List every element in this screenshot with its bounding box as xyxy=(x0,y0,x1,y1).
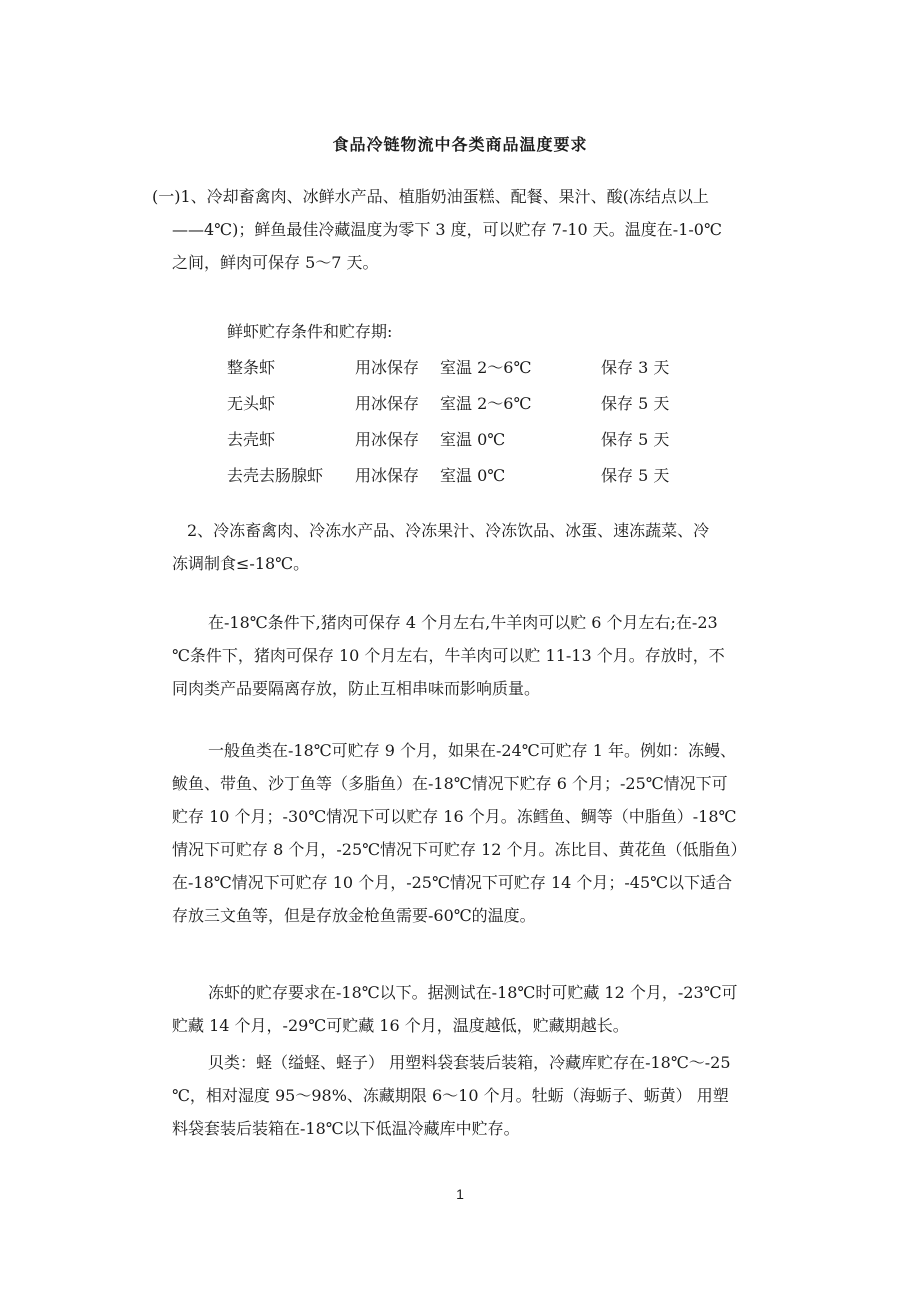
section-2 xyxy=(172,514,709,580)
shrimp-type: 去壳去肠腺虾 xyxy=(227,466,324,485)
shrimp-type: 去壳虾 xyxy=(227,430,276,449)
section-1-line: (一)1、冷却畜禽肉、冰鲜水产品、植脂奶油蛋糕、配餐、果汁、酸(冻结点以上 xyxy=(152,187,709,206)
paragraph-frozen-shrimp xyxy=(172,976,738,1042)
shrimp-storage-table xyxy=(227,314,670,494)
page-number: 1 xyxy=(456,1186,464,1202)
paragraph-shellfish xyxy=(172,1046,731,1145)
shrimp-type: 整条虾 xyxy=(227,358,276,377)
storage-method: 用冰保存 xyxy=(355,430,420,449)
paragraph-line: ℃条件下，猪肉可保存 10 个月左右，牛羊肉可以贮 11-13 个月。存放时，不 xyxy=(172,646,725,665)
document-title: 食品冷链物流中各类商品温度要求 xyxy=(332,135,588,154)
paragraph-line: 在-18℃情况下可贮存 10 个月，-25℃情况下可贮存 14 个月；-45℃以下适合 xyxy=(172,873,733,892)
paragraph-line: 同肉类产品要隔离存放，防止互相串味而影响质量。 xyxy=(172,679,541,698)
table-row xyxy=(227,458,670,494)
storage-period: 保存 5 天 xyxy=(601,394,670,413)
paragraph-fish xyxy=(172,734,747,932)
paragraph-line: 一般鱼类在-18℃可贮存 9 个月，如果在-24℃可贮存 1 年。例如：冻鳗、 xyxy=(208,741,737,760)
storage-method: 用冰保存 xyxy=(355,466,420,485)
paragraph-line: 料袋套装后装箱在-18℃以下低温冷藏库中贮存。 xyxy=(172,1119,520,1138)
section-1 xyxy=(152,180,722,279)
table-row xyxy=(227,350,670,386)
paragraph-line: 鲅鱼、带鱼、沙丁鱼等（多脂鱼）在-18℃情况下贮存 6 个月；-25℃情况下可 xyxy=(172,774,728,793)
paragraph-line: 在-18℃条件下,猪肉可保存 4 个月左右,牛羊肉可以贮 6 个月左右;在-23 xyxy=(208,613,718,632)
storage-method: 用冰保存 xyxy=(355,394,420,413)
table-row xyxy=(227,422,670,458)
storage-period: 保存 3 天 xyxy=(601,358,670,377)
paragraph-line: 冻虾的贮存要求在-18℃以下。据测试在-18℃时可贮藏 12 个月，-23℃可 xyxy=(208,983,738,1002)
paragraph-line: 贝类：蛏（缢蛏、蛏子） 用塑料袋套装后装箱，冷藏库贮存在-18℃～-25 xyxy=(208,1053,731,1072)
storage-period: 保存 5 天 xyxy=(601,430,670,449)
storage-temp: 室温 0℃ xyxy=(440,430,506,449)
paragraph-line: 贮存 10 个月；-30℃情况下可以贮存 16 个月。冻鳕鱼、鲷等（中脂鱼）-18℃ xyxy=(172,807,737,826)
shrimp-type: 无头虾 xyxy=(227,394,276,413)
paragraph-line: 贮藏 14 个月，-29℃可贮藏 16 个月，温度越低，贮藏期越长。 xyxy=(172,1016,629,1035)
section-2-line: 2、冷冻畜禽肉、冷冻水产品、冷冻果汁、冷冻饮品、冰蛋、速冻蔬菜、冷 xyxy=(187,521,710,540)
paragraph-line: 情况下可贮存 8 个月，-25℃情况下可贮存 12 个月。冻比目、黄花鱼（低脂鱼） xyxy=(172,840,747,859)
paragraph-line: ℃，相对湿度 95～98%、冻藏期限 6～10 个月。牡蛎（海蛎子、蛎黄） 用塑 xyxy=(172,1086,729,1105)
storage-method: 用冰保存 xyxy=(355,358,420,377)
section-1-line: ——4℃)；鲜鱼最佳冷藏温度为零下 3 度，可以贮存 7-10 天。温度在-1-0℃ xyxy=(172,220,722,239)
storage-period: 保存 5 天 xyxy=(601,466,670,485)
shrimp-table-caption: 鲜虾贮存条件和贮存期: xyxy=(227,322,393,341)
storage-temp: 室温 0℃ xyxy=(440,466,506,485)
section-1-line: 之间，鲜肉可保存 5～7 天。 xyxy=(172,253,379,272)
paragraph-line: 存放三文鱼等，但是存放金枪鱼需要-60℃的温度。 xyxy=(172,906,536,925)
storage-temp: 室温 2～6℃ xyxy=(440,358,532,377)
storage-temp: 室温 2～6℃ xyxy=(440,394,532,413)
table-row xyxy=(227,386,670,422)
paragraph-meat xyxy=(172,606,725,705)
section-2-line: 冻调制食≤-18℃。 xyxy=(172,554,310,573)
